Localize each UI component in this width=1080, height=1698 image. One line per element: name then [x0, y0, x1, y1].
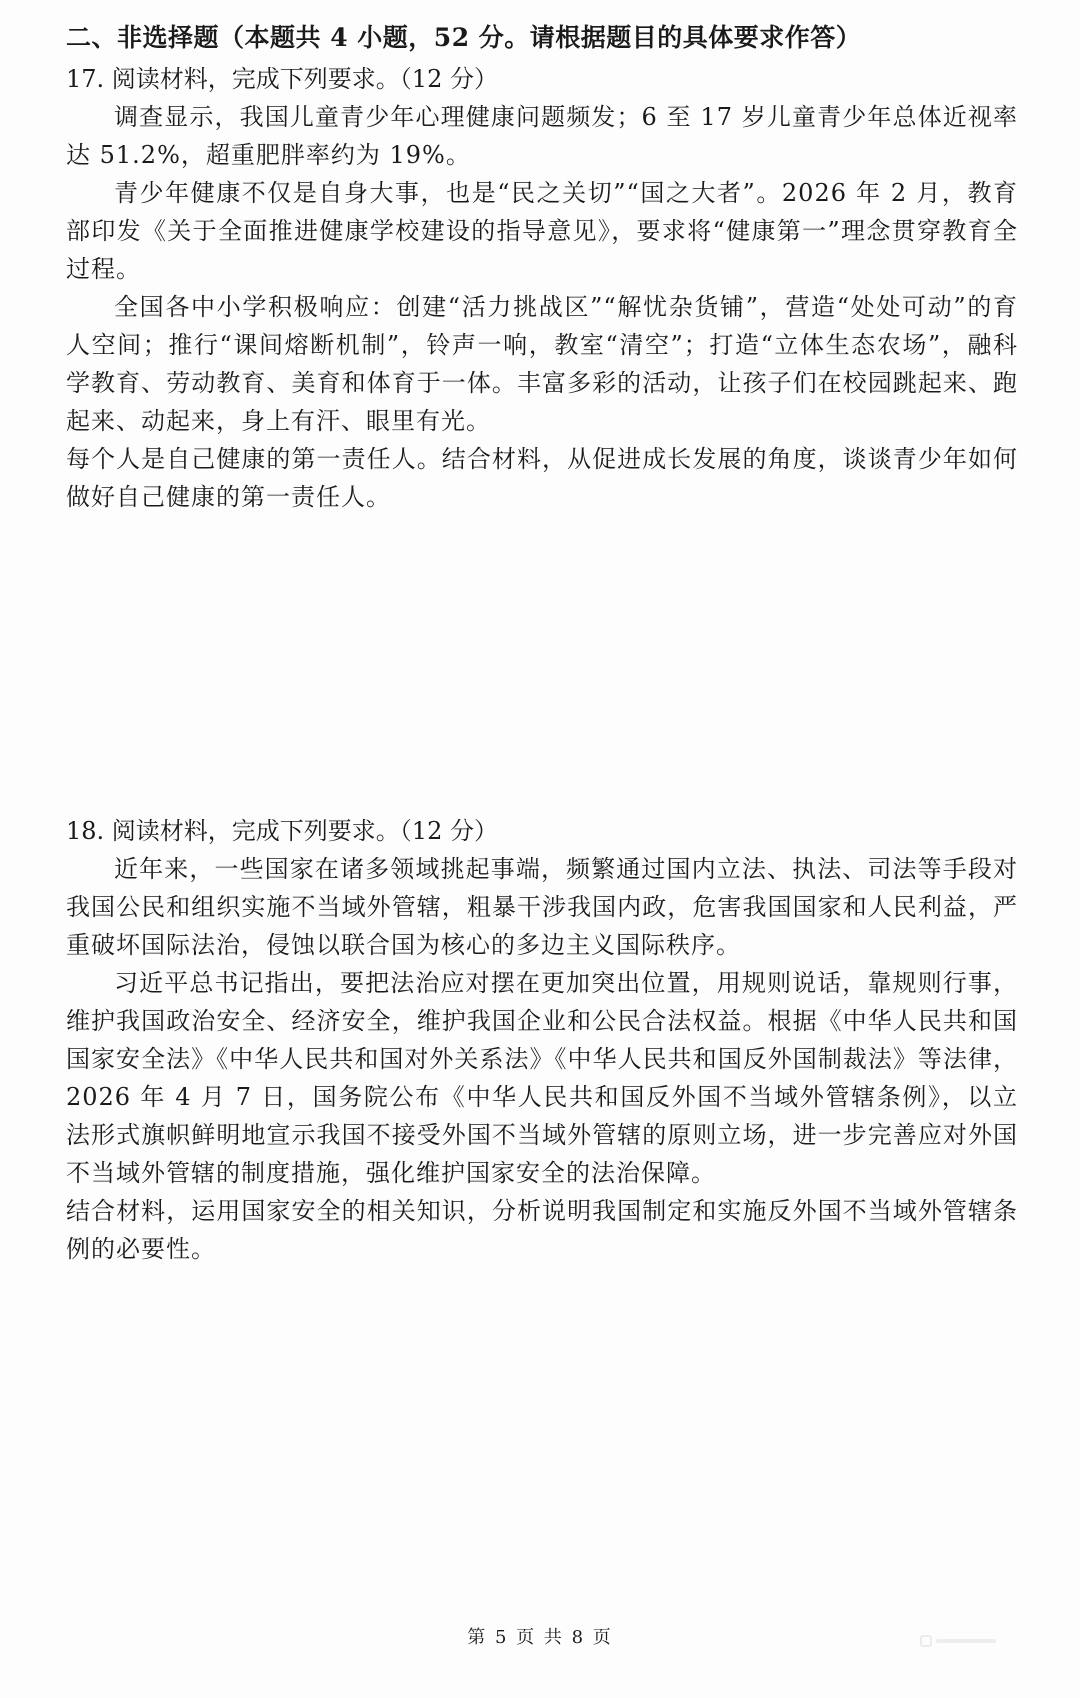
material-paragraph: 习近平总书记指出，要把法治应对摆在更加突出位置，用规则说话，靠规则行事，维护我国政治安全、经济安全，维护我国企业和公民合法权益。根据《中华人民共和国国家安全法》《中华人民共和国对外关系法》《中华人民共和国反外国制裁法》等法律，2026 年 4 月 7 日，国务院公布《中华人民共和国反外国不当域外管辖条例》，以立法形式旗帜鲜明地宣示我国不接受外国不当域外管辖的原则立场，进一步完善应对外国不当域外管辖的制度措施，强化维护国家安全的法治保障。	[66, 969, 1018, 1187]
material-paragraph: 青少年健康不仅是自身大事，也是“民之关切”“国之大者”。2026 年 2 月，教育部印发《关于全面推进健康学校建设的指导意见》，要求将“健康第一”理念贯穿教育全过程。	[66, 179, 1018, 283]
page-footer: 第 5 页 共 8 页	[467, 1627, 613, 1648]
question-title: 18. 阅读材料，完成下列要求。（12 分）	[66, 817, 498, 845]
question-task: 结合材料，运用国家安全的相关知识，分析说明我国制定和实施反外国不当域外管辖条例的必要性。	[66, 1197, 1018, 1263]
question-18	[66, 812, 1018, 1268]
question-task: 每个人是自己健康的第一责任人。结合材料，从促进成长发展的角度，谈谈青少年如何做好自己健康的第一责任人。	[66, 445, 1018, 511]
material-paragraph: 近年来，一些国家在诸多领域挑起事端，频繁通过国内立法、执法、司法等手段对我国公民和组织实施不当域外管辖，粗暴干涉我国内政，危害我国国家和人民利益，严重破坏国际法治，侵蚀以联合国为核心的多边主义国际秩序。	[66, 855, 1018, 959]
question-17	[66, 60, 1018, 516]
question-title: 17. 阅读材料，完成下列要求。（12 分）	[66, 65, 498, 93]
material-paragraph: 全国各中小学积极响应：创建“活力挑战区”“解忧杂货铺”，营造“处处可动”的育人空间；推行“课间熔断机制”，铃声一响，教室“清空”；打造“立体生态农场”，融科学教育、劳动教育、美育和体育于一体。丰富多彩的活动，让孩子们在校园跳起来、跑起来、动起来，身上有汗、眼里有光。	[66, 293, 1018, 435]
section-heading: 二、非选择题（本题共 4 小题，52 分。请根据题目的具体要求作答）	[66, 23, 862, 52]
watermark-icon	[920, 1632, 1000, 1650]
material-paragraph: 调查显示，我国儿童青少年心理健康问题频发；6 至 17 岁儿童青少年总体近视率达 51.2%，超重肥胖率约为 19%。	[66, 103, 1018, 169]
